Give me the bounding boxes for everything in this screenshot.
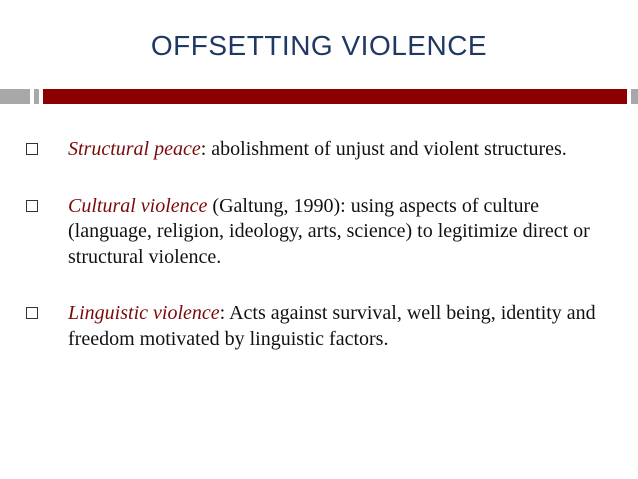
- square-bullet-icon: [26, 143, 38, 155]
- square-bullet-icon: [26, 200, 38, 212]
- square-bullet-icon: [26, 307, 38, 319]
- bullet-list: [26, 137, 616, 383]
- rule-red-bar: [43, 89, 627, 104]
- slide-title: OFFSETTING VIOLENCE: [150, 30, 488, 61]
- bullet-linguistic-violence: [26, 301, 616, 352]
- rule-gray-segment-small: [34, 89, 39, 104]
- bullet-text: : abolishment of unjust and violent structures.: [200, 138, 567, 160]
- bullet-term: Cultural violence: [68, 194, 208, 217]
- bullet-structural-peace: [26, 137, 616, 163]
- rule-gray-segment-left: [0, 89, 30, 104]
- bullet-text: : Acts against survival, well being, identity and freedom motivated by linguistic factors.: [68, 302, 596, 350]
- bullet-cultural-violence: [26, 194, 616, 271]
- bullet-term: Linguistic violence: [68, 302, 220, 324]
- bullet-text: (Galtung, 1990): using aspects of culture (language, religion, ideology, arts, science) to legitimize direct or structural violence.: [68, 194, 590, 268]
- rule-gray-segment-right: [631, 89, 638, 104]
- bullet-term: Structural peace: [68, 138, 201, 160]
